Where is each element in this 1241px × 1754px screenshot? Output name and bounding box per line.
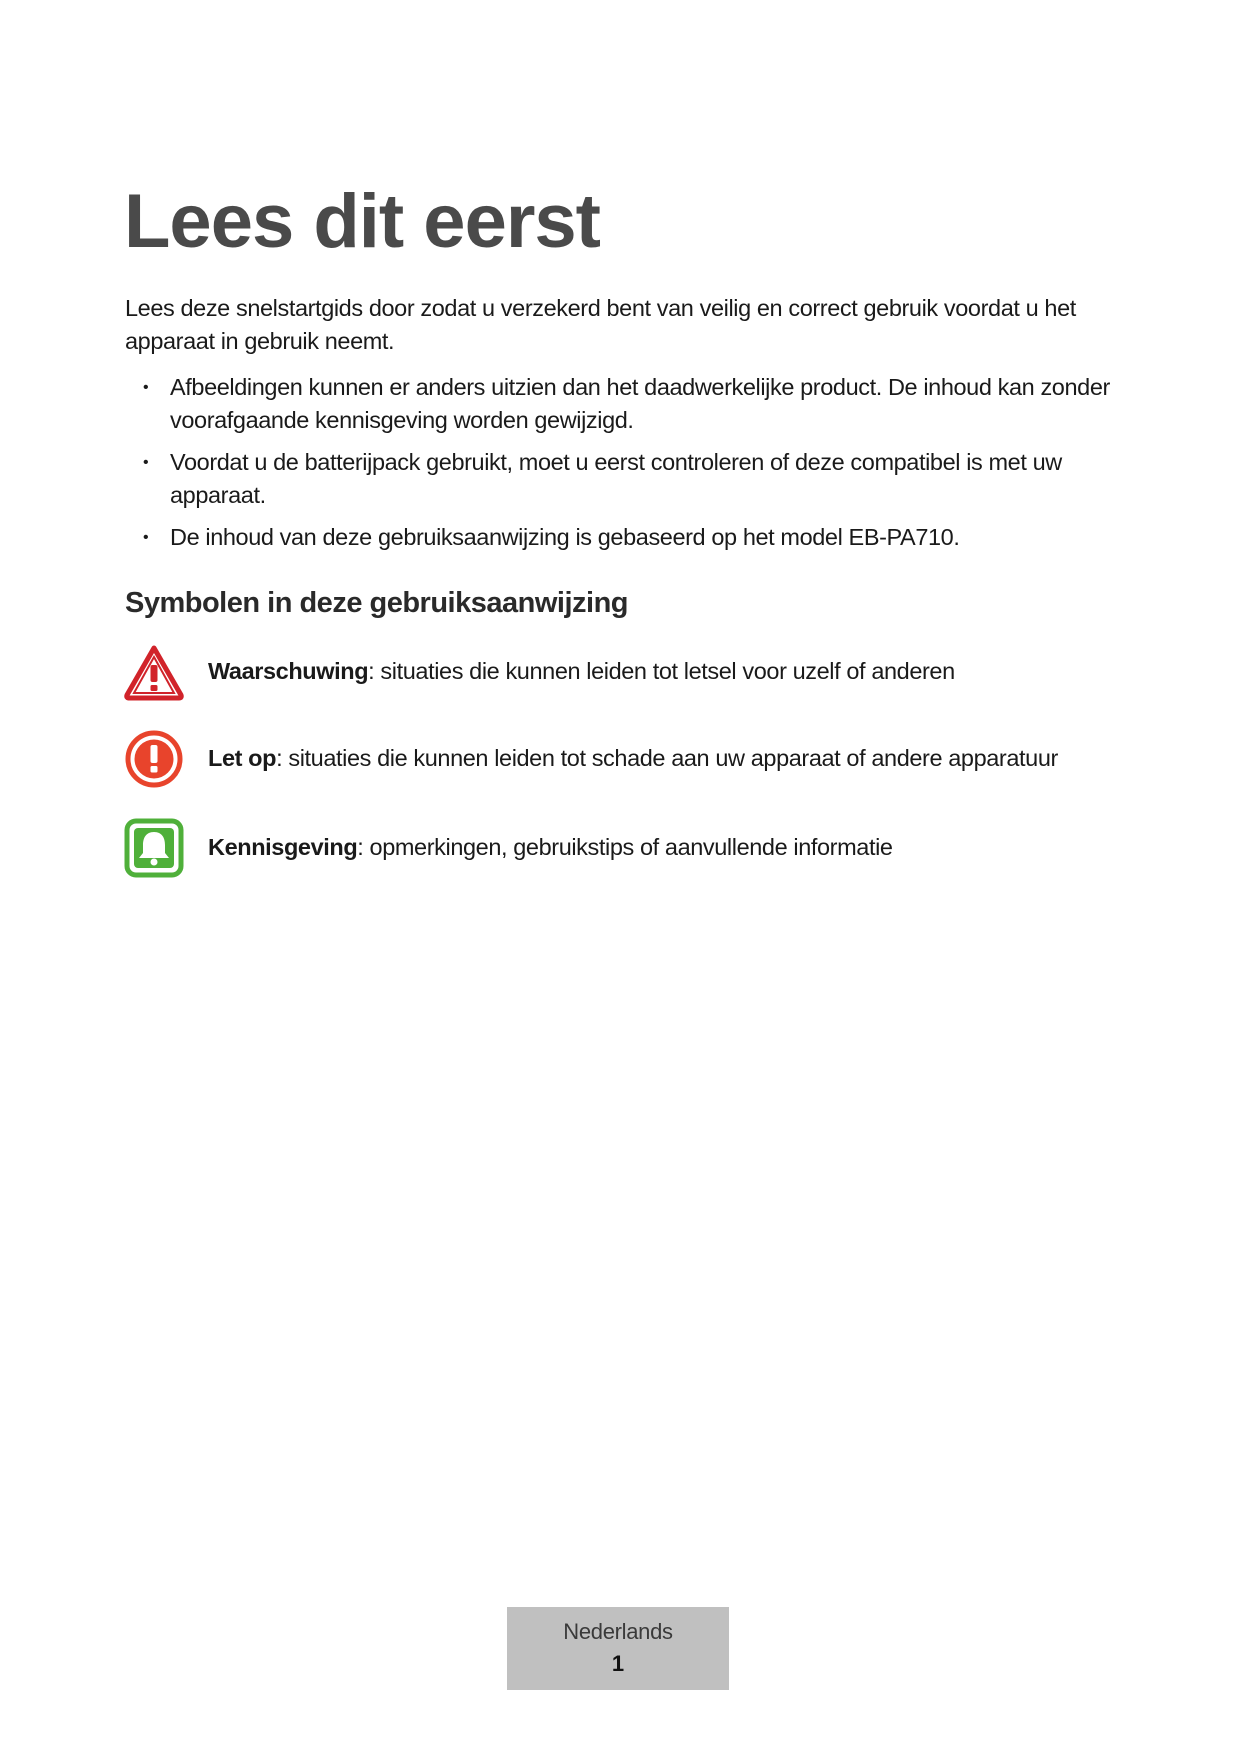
list-item [125,521,1115,554]
symbol-description [208,742,1058,775]
notes-list [125,371,1115,563]
list-item-text: De inhoud van deze gebruiksaanwijzing is gebaseerd op het model EB-PA710. [170,524,960,550]
page-title: Lees dit eerst [124,179,600,264]
warning-triangle-icon [124,643,184,703]
bullet-icon: • [143,454,149,471]
intro-paragraph: Lees deze snelstartgids door zodat u verzekerd bent van veilig en correct gebruik voordat u het apparaat in gebruik neemt. [125,295,1076,354]
list-item [125,446,1115,512]
list-item-text: Afbeeldingen kunnen er anders uitzien dan het daadwerkelijke product. De inhoud kan zonder voorafgaande kennisgeving worden gewijzigd. [170,374,1110,433]
notice-bell-icon [124,818,184,878]
symbol-row-caution [124,729,1124,789]
section-heading-symbols: Symbolen in deze gebruiksaanwijzing [125,587,628,619]
bullet-icon: • [143,379,149,396]
symbol-description [208,655,955,688]
symbol-text: : opmerkingen, gebruikstips of aanvullende informatie [357,834,893,860]
caution-circle-icon [124,729,184,789]
symbol-description [208,831,893,864]
list-item-text: Voordat u de batterijpack gebruikt, moet u eerst controleren of deze compatibel is met uw apparaat. [170,449,1062,508]
footer-language: Nederlands [563,1619,673,1644]
symbol-text: : situaties die kunnen leiden tot schade aan uw apparaat of andere apparatuur [276,745,1058,771]
page-number: 1 [611,1651,625,1676]
symbol-row-warning [124,643,1124,703]
bullet-icon: • [143,529,149,546]
page-footer [507,1607,729,1690]
symbol-label: Let op [208,745,277,771]
symbol-row-notice [124,818,1124,878]
symbol-text: : situaties die kunnen leiden tot letsel voor uzelf of anderen [368,658,955,684]
symbol-label: Kennisgeving [208,834,358,860]
list-item [125,371,1115,437]
symbol-label: Waarschuwing [208,658,369,684]
